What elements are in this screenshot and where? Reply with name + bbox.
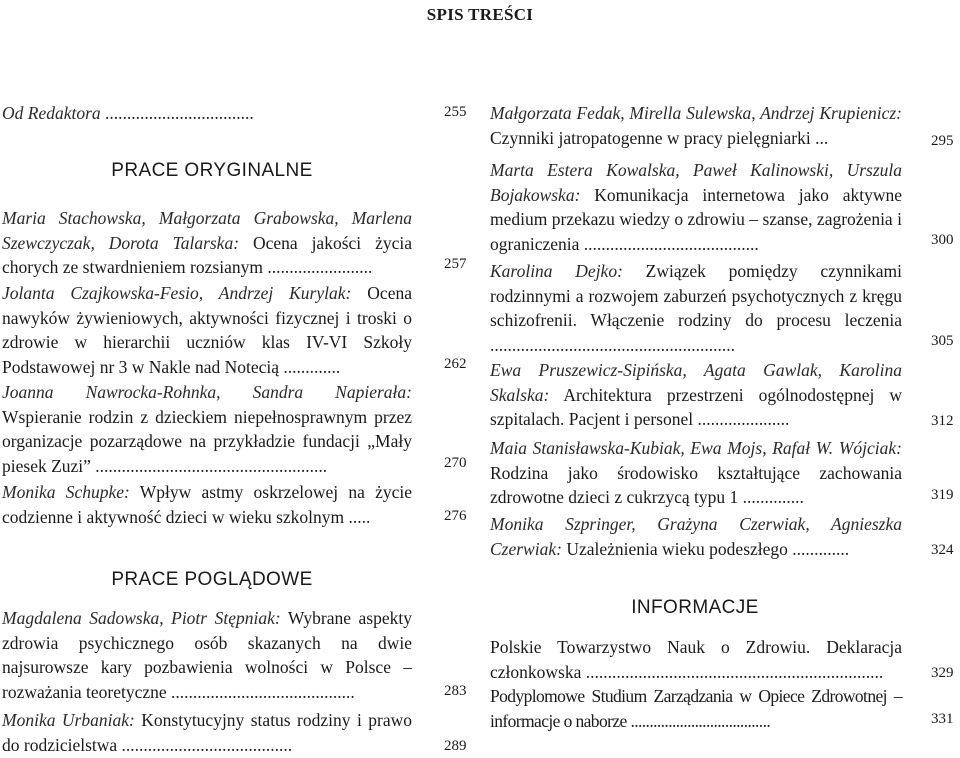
entry-title: Podyplomowe Studium Zarządzania w Opiece Zdrowotnej – informacje o naborze ..................................... — [490, 686, 902, 731]
entry-authors: Karolina Dejko: — [490, 261, 623, 281]
toc-entry[interactable] — [490, 259, 902, 357]
entry-authors: Jolanta Czajkowska-Fesio, Andrzej Kurylak: — [2, 283, 352, 303]
section-heading-info: INFORMACJE — [631, 597, 759, 618]
entry-authors: Małgorzata Fedak, Mirella Sulewska, Andrzej Krupienicz: — [490, 103, 902, 123]
entry-page: 257 — [444, 256, 467, 272]
entry-title: Konstytucyjny status rodziny i prawo do rodzicielstwa ....................................... — [2, 710, 412, 755]
toc-entry[interactable] — [490, 101, 902, 150]
entry-page: 329 — [931, 665, 954, 681]
entry-page: 276 — [444, 508, 467, 524]
entry-title: Wybrane aspekty zdrowia psychicznego osób skazanych na dwie najsurowsze kary pozbawienia wolności w Polsce – rozważania teoretyczne .......................................... — [2, 608, 412, 702]
toc-entry[interactable] — [490, 635, 902, 684]
entry-title: Wpływ astmy oskrzelowej na życie codzienne i aktywność dzieci w wieku szkolnym ..... — [2, 482, 412, 527]
entry-authors: Od Redaktora — [2, 103, 101, 123]
entry-title: Związek pomiędzy czynnikami rodzinnymi a rozwojem zaburzeń psychotycznych z kręgu schizofrenii. Włączenie rodziny do procesu leczenia ........................................................ — [490, 261, 902, 355]
entry-page: 289 — [444, 738, 467, 754]
entry-page: 262 — [444, 356, 467, 372]
toc-entry[interactable] — [2, 708, 412, 757]
entry-authors: Monika Urbaniak: — [2, 710, 135, 730]
entry-authors: Maria Stachowska, Małgorzata Grabowska, Marlena Szewczyczak, Dorota Talarska: — [2, 208, 412, 253]
entry-title: Czynniki jatropatogenne w pracy pielęgniarki ... — [490, 127, 829, 148]
toc-entry[interactable] — [490, 158, 902, 256]
entry-page: 324 — [931, 542, 954, 558]
entry-title: Architektura przestrzeni ogólnodostępnej w szpitalach. Pacjent i personel ..................... — [490, 384, 902, 429]
section-heading-original: PRACE ORYGINALNE — [111, 160, 313, 181]
section-heading-review: PRACE POGLĄDOWE — [111, 569, 313, 590]
entry-title: Ocena jakości życia chorych ze stwardnieniem rozsianym ........................ — [2, 232, 412, 277]
entry-authors: Maia Stanisławska-Kubiak, Ewa Mojs, Rafał W. Wójciak: — [490, 438, 902, 458]
entry-page: 300 — [931, 232, 954, 248]
entry-page: 305 — [931, 333, 954, 349]
entry-title: Wspieranie rodzin z dzieckiem niepełnosprawnym przez organizacje pozarządowe na przykładzie fundacji „Mały piesek Zuzi” ..................................................... — [2, 406, 412, 476]
entry-authors: Monika Szpringer, Grażyna Czerwiak, Agnieszka Czerwiak: — [490, 514, 902, 559]
toc-entry-editorial[interactable] — [2, 101, 412, 126]
entry-page: 270 — [444, 455, 467, 471]
entry-title: Komunikacja internetowa jako aktywne medium przekazu wiedzy o zdrowiu – szanse, zagrożenia i ograniczenia ........................................ — [490, 184, 902, 254]
page-title: SPIS TREŚCI — [426, 5, 534, 24]
entry-title: Uzależnienia wieku podeszłego ............. — [561, 538, 850, 559]
entry-page: 255 — [444, 104, 467, 120]
entry-title: .................................. — [100, 103, 254, 123]
entry-page: 295 — [931, 133, 954, 149]
toc-entry[interactable] — [2, 281, 412, 379]
entry-authors: Joanna Nawrocka-Rohnka, Sandra Napierała: — [2, 382, 412, 402]
entry-title: Ocena nawyków żywieniowych, aktywności fizycznej i troski o zdrowie w hierarchii uczniów klas IV-VI Szkoły Podstawowej nr 3 w Nakle nad Notecią ............. — [2, 283, 412, 377]
toc-entry[interactable] — [490, 436, 902, 510]
toc-entry[interactable] — [490, 358, 902, 432]
entry-authors: Marta Estera Kowalska, Paweł Kalinowski, Urszula Bojakowska: — [490, 160, 902, 205]
entry-authors: Magdalena Sadowska, Piotr Stępniak: — [2, 608, 281, 628]
toc-entry[interactable] — [2, 380, 412, 478]
toc-entry[interactable] — [2, 606, 412, 704]
entry-authors: Monika Schupke: — [2, 482, 130, 502]
entry-page: 283 — [444, 683, 467, 699]
entry-page: 331 — [931, 711, 954, 727]
toc-entry[interactable] — [2, 206, 412, 280]
entry-title: Rodzina jako środowisko kształtujące zachowania zdrowotne dzieci z cukrzycą typu 1 .............. — [490, 462, 902, 507]
entry-title: Polskie Towarzystwo Nauk o Zdrowiu. Deklaracja członkowska .................................................................... — [490, 637, 902, 682]
toc-entry[interactable] — [490, 684, 902, 733]
entry-page: 319 — [931, 487, 954, 503]
entry-authors: Ewa Pruszewicz-Sipińska, Agata Gawlak, Karolina Skalska: — [490, 360, 902, 405]
toc-entry[interactable] — [2, 480, 412, 529]
entry-page: 312 — [931, 413, 954, 429]
toc-entry[interactable] — [490, 512, 902, 561]
